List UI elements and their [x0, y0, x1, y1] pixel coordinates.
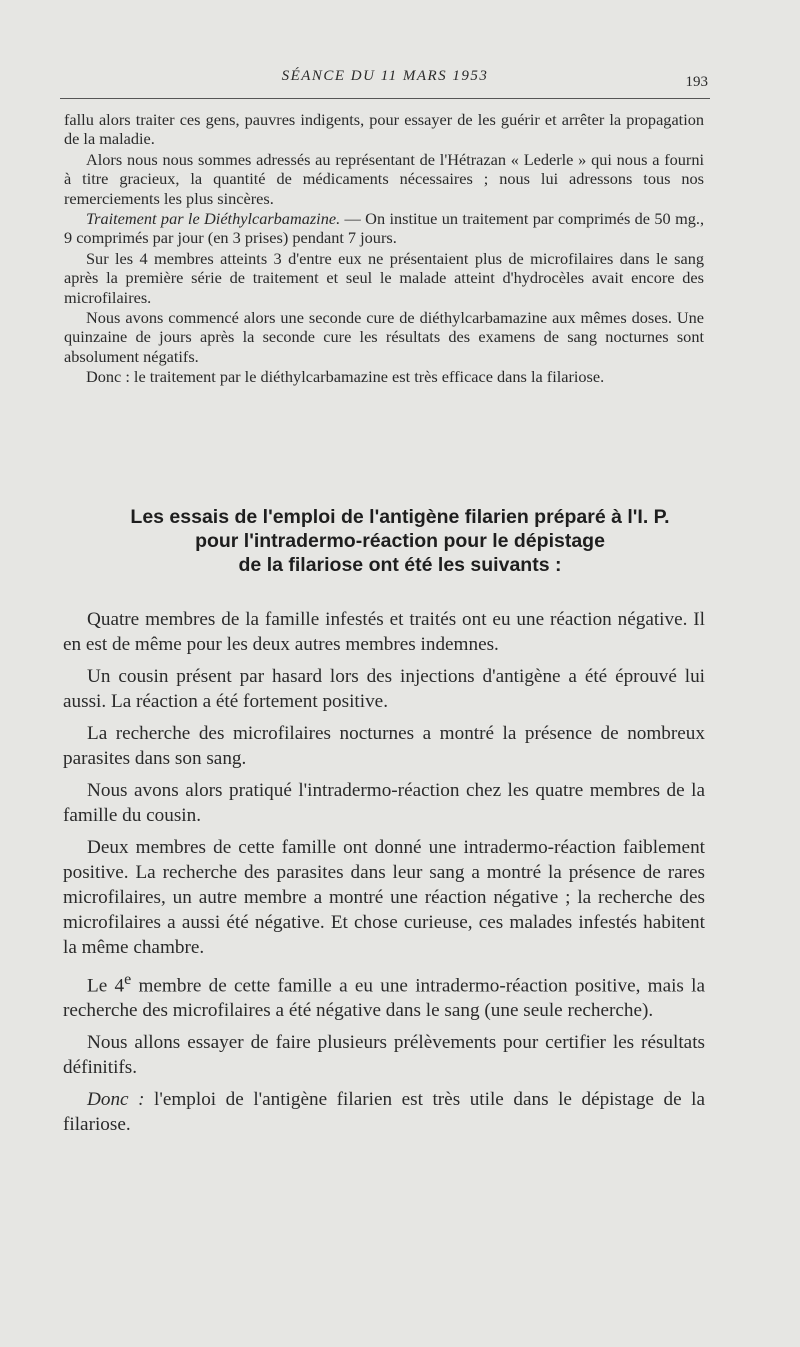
paragraph-deux-membres: Deux membres de cette famille ont donné une intradermo-réaction faiblement positive. La recherche des parasites dans leur sang a montré la présence de rares microfilaires, un autre membre a montré une réaction négative ; la recherche des microfilaires a aussi été négative. Et chose curieuse, ces malades infestés habitent la même chambre. — [63, 837, 705, 958]
paragraph-cousin: Un cousin présent par hasard lors des injections d'antigène a été éprouvé lui aussi. La réaction a été fortement positive. — [63, 666, 705, 712]
paragraph-intradermo: Nous avons alors pratiqué l'intradermo-réaction chez les quatre membres de la famille du cousin. — [63, 780, 705, 826]
conclusion-label: Donc : — [87, 1089, 145, 1111]
heading-line-3: de la filariose ont été les suivants : — [238, 554, 562, 576]
paragraph-microfilaires-nocturnes: La recherche des microfilaires nocturnes a montré la présence de nombreux parasites dans son sang. — [63, 723, 705, 769]
paragraph-second-cure: Nous avons commencé alors une seconde cure de diéthylcarbamazine aux mêmes doses. Une quinzaine de jours après la seconde cure les résultats des examens de sang nocturnes sont absolument négatifs. — [64, 308, 704, 366]
heading-line-2: pour l'intradermo-réaction pour le dépistage — [195, 530, 605, 552]
fourth-member-text: membre de cette famille a eu une intradermo-réaction positive, mais la recherche des microfilaires a été négative dans le sang (une seule recherche). — [63, 975, 705, 1022]
paragraph-quatrieme-membre — [63, 967, 705, 1023]
antigen-section — [63, 607, 705, 1144]
treatment-subtitle: Traitement par le Diéthylcarbamazine. — [86, 209, 341, 229]
paragraph-results-first: Sur les 4 membres atteints 3 d'entre eux ne présentaient plus de microfilaires dans le sang après la première série de traitement et seul le malade atteint d'hydrocèles avait encore des microfilaires. — [64, 248, 704, 307]
paragraph-conclusion-antigen — [63, 1087, 705, 1137]
paragraph-hetrazan: Alors nous nous sommes adressés au représentant de l'Hétrazan « Lederle » qui nous a fourni à titre gracieux, la quantité de médicaments nécessaires ; nous lui adressons tous nos remerciements les plus sincères. — [64, 149, 704, 208]
section-heading — [50, 505, 750, 577]
paragraph-family-negative: Quatre membres de la famille infestés et traités ont eu une réaction négative. Il en est de même pour les deux autres membres indemnes. — [63, 609, 705, 655]
treatment-text: — On institue un traitement par comprimés de 50 mg., 9 comprimés par jour (en 3 prises) pendant 7 jours. — [64, 209, 705, 248]
fourth-member-prefix: Le 4 — [87, 975, 125, 997]
heading-line-1: Les essais de l'emploi de l'antigène filarien préparé à l'I. P. — [130, 506, 670, 528]
ordinal-superscript: e — [124, 971, 132, 988]
page-number: 193 — [685, 74, 708, 90]
paragraph-prelevements: Nous allons essayer de faire plusieurs prélèvements pour certifier les résultats définitifs. — [63, 1032, 705, 1079]
running-header — [60, 68, 710, 99]
treatment-section — [64, 110, 704, 388]
running-title: SÉANCE DU 11 MARS 1953 — [281, 68, 489, 84]
paragraph-conclusion-treatment: Donc : le traitement par le diéthylcarbamazine est très efficace dans la filariose. — [86, 367, 605, 387]
paragraph-traitement — [64, 209, 704, 248]
conclusion-text: l'emploi de l'antigène filarien est très utile dans le dépistage de la filariose. — [63, 1089, 705, 1136]
paragraph-continuation: fallu alors traiter ces gens, pauvres indigents, pour essayer de les guérir et arrêter la propagation de la maladie. — [64, 110, 704, 149]
